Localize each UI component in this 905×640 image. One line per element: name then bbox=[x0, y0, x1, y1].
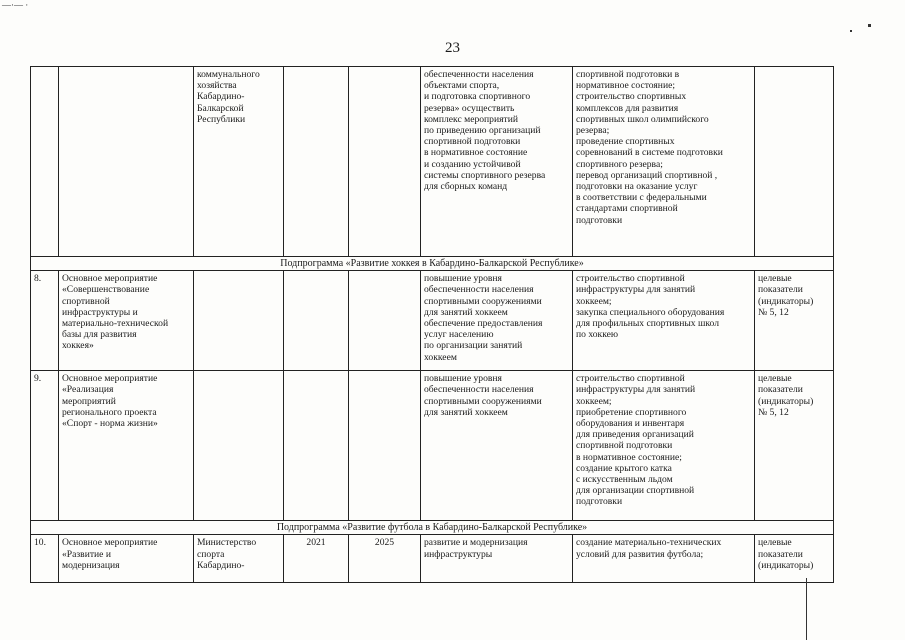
cell-end-year: 2025 bbox=[349, 535, 421, 583]
cell-num bbox=[31, 67, 59, 257]
cell-result: спортивной подготовки в нормативное состояние; строительство спортивных комплексов для развития спортивных школ олимпийского резерва; проведение спортивных соревнований в системе подготовки спортивного резерва; перевод организаций спортивной , подготовки на оказание услуг в соответствии с федеральными стандартами спортивной подготовки bbox=[573, 67, 755, 257]
cell-num: 10. bbox=[31, 535, 59, 583]
cell-executor bbox=[194, 371, 284, 521]
cell-result: строительство спортивной инфраструктуры для занятий хоккеем; приобретение спортивного оборудования и инвентаря для приведения организаций спортивной подготовки в нормативное состояние; создание крытого катка с искусственным льдом для организации спортивной подготовки bbox=[573, 371, 755, 521]
scan-edge-line bbox=[806, 578, 807, 640]
cell-num: 8. bbox=[31, 271, 59, 371]
scan-speck bbox=[868, 24, 871, 27]
table-row bbox=[31, 371, 834, 521]
cell-result: строительство спортивной инфраструктуры для занятий хоккеем; закупка специального оборудования для профильных спортивных школ по хоккею bbox=[573, 271, 755, 371]
cell-activity: Основное мероприятие «Развитие и модернизация bbox=[59, 535, 194, 583]
cell-num: 9. bbox=[31, 371, 59, 521]
cell-activity bbox=[59, 67, 194, 257]
cell-start-year bbox=[284, 67, 349, 257]
cell-goal: обеспеченности населения объектами спорта, и подготовка спортивного резерва» осуществить комплекс мероприятий по приведению организаций спортивной подготовки в нормативное состояние и созданию устойчивой системы спортивного резерва для сборных команд bbox=[421, 67, 573, 257]
subprogram-title-hockey: Подпрограмма «Развитие хоккея в Кабардино-Балкарской Республике» bbox=[31, 257, 834, 271]
cell-start-year: 2021 bbox=[284, 535, 349, 583]
cell-executor: Министерство спорта Кабардино- bbox=[194, 535, 284, 583]
cell-end-year bbox=[349, 67, 421, 257]
subprogram-row bbox=[31, 521, 834, 535]
cell-start-year bbox=[284, 371, 349, 521]
cell-executor bbox=[194, 271, 284, 371]
table-row bbox=[31, 67, 834, 257]
cell-goal: повышение уровня обеспеченности населения спортивными сооружениями для занятий хоккеем обеспечение предоставления услуг населению по организации занятий хоккеем bbox=[421, 271, 573, 371]
corner-scan-mark: —·— · bbox=[2, 0, 29, 10]
cell-start-year bbox=[284, 271, 349, 371]
cell-indicators: целевые показатели (индикаторы) № 5, 12 bbox=[755, 371, 834, 521]
cell-executor: коммунального хозяйства Кабардино- Балкарской Республики bbox=[194, 67, 284, 257]
table-row bbox=[31, 535, 834, 583]
subprogram-row bbox=[31, 257, 834, 271]
cell-result: создание материально-технических условий для развития футбола; bbox=[573, 535, 755, 583]
cell-indicators: целевые показатели (индикаторы) № 5, 12 bbox=[755, 271, 834, 371]
cell-activity: Основное мероприятие «Совершенствование спортивной инфраструктуры и материально-технической базы для развития хоккея» bbox=[59, 271, 194, 371]
cell-goal: развитие и модернизация инфраструктуры bbox=[421, 535, 573, 583]
cell-indicators: целевые показатели (индикаторы) bbox=[755, 535, 834, 583]
subprogram-title-football: Подпрограмма «Развитие футбола в Кабардино-Балкарской Республике» bbox=[31, 521, 834, 535]
cell-indicators bbox=[755, 67, 834, 257]
cell-goal: повышение уровня обеспеченности населения спортивными сооружениями для занятий хоккеем bbox=[421, 371, 573, 521]
cell-activity: Основное мероприятие «Реализация мероприятий регионального проекта «Спорт - норма жизни» bbox=[59, 371, 194, 521]
scan-speck bbox=[850, 30, 852, 32]
table-row bbox=[31, 271, 834, 371]
cell-end-year bbox=[349, 271, 421, 371]
cell-end-year bbox=[349, 371, 421, 521]
program-activities-table bbox=[30, 66, 834, 583]
page-number: 23 bbox=[445, 40, 460, 56]
